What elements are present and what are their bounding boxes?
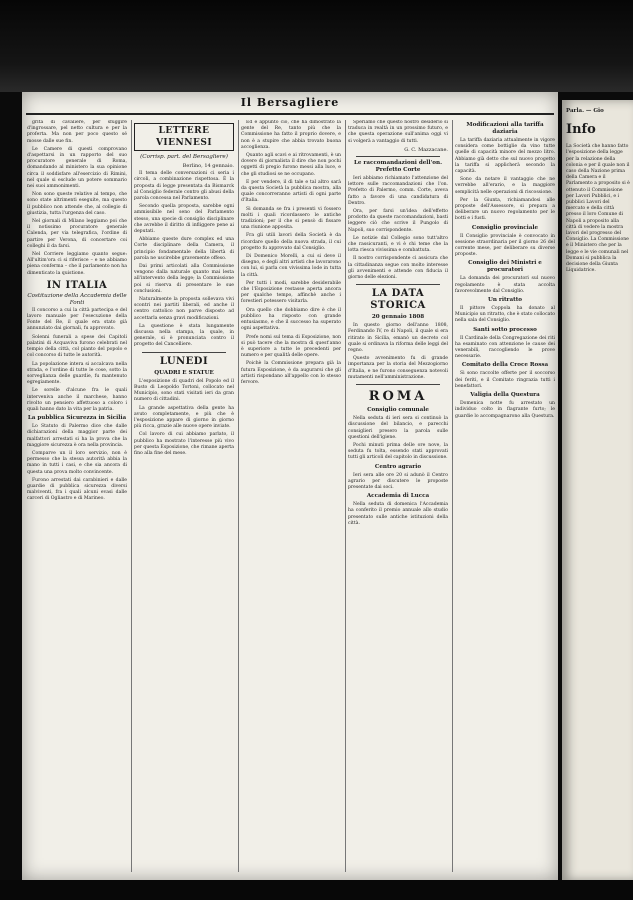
article-heading: Un ritratto — [487, 297, 523, 304]
column-3 — [241, 120, 341, 872]
article-heading: Consiglio comunale — [367, 407, 429, 414]
article-byline: G. C. Mazzacane. — [404, 146, 448, 153]
article-heading: Comitato della Croce Rossa — [461, 362, 549, 369]
article-paragraph: L'esposizione di quadri del Popolo ed il Busto di Leopoldo Tortoni, collocato nel Municipio, sono stati visitati ieri da gran numero di cittadini. — [134, 378, 234, 403]
article-heading: Modificazioni alla tariffa daziaria — [466, 122, 544, 135]
column-1 — [27, 120, 127, 872]
article-paragraph: La domanda dei procuratori sul nuovo regolamento è stata accolta favorevolmente dal Consiglio. — [455, 276, 555, 294]
column-divider — [345, 120, 346, 872]
article-paragraph: Ieri sera alle ore 20 si adunò il Centro agrario per discutere le proposte presentate dai soci. — [348, 472, 448, 490]
article-heading: Santi sotto processo — [473, 326, 537, 333]
section-rule — [356, 284, 440, 285]
article-heading: QUADRI E STATUE — [154, 369, 214, 376]
article-paragraph: Ieri abbiamo richiamato l'attenzione del lettore sulle raccomandazioni che l'on. Prefetto di Palermo, comm. Corte, aveva fatto a favore di una candidatura di Dentro. — [348, 176, 448, 206]
page-masthead: Il Bersagliere — [240, 96, 340, 109]
article-paragraph: Per la Giunta, richiamandosi alle proposte dell'Assessore, si prepara a deliberare un nuovo regolamento per le botti e i fusti. — [455, 197, 555, 222]
article-paragraph: La tariffa daziaria attualmente in vigore considera come bottiglie da vino tutte quelle di capacità minore del mezzo litro. Abbiamo già detto che sul nuovo progetto la tariffa si applicherà secondo la capacità. — [455, 138, 555, 175]
article-heading: Consiglio dei Ministri e procuratori — [468, 260, 542, 274]
article-paragraph: Nella seduta di ieri sera si continuò la discussione del bilancio, e parecchi consiglieri presero la parola sulle questioni dell'igiene. — [348, 416, 448, 440]
article-heading: LA DATA STORICA — [370, 288, 426, 312]
article-paragraph: Il tema delle conversazioni ci seria i circoli, a combinazione rispettosa. È la proposta di legge presentata da Bismarck al Consiglio federale contro gli abusi della parola concessa nel Parlamento. — [134, 171, 234, 202]
article-paragraph: Sono da notare il vantaggio che ne verrebbe all'erario, e la maggiore semplicità nelle operazioni di riscossione. — [455, 177, 555, 195]
section-rule — [356, 156, 440, 157]
article-heading: La pubblica Sicurezza in Sicilia — [27, 415, 127, 422]
article-paragraph: Non sono queste relative al tempo, che sono state altrimenti eseguite, ma questo il pubblico non attende che, al collegio di giustizia, tutta l'urgenza del caso. — [27, 192, 127, 216]
article-paragraph: Si domanda se fra i presenti vi fossero molti i quali ricordassero le antiche tradizioni; per il che si pensò di fissare una riunione apposita. — [241, 206, 341, 231]
article-heading: Le raccomandazioni dell'on. Prefetto Corte — [353, 160, 443, 174]
article-heading: Consiglio provinciale — [471, 224, 539, 231]
column-divider — [131, 120, 132, 872]
article-heading: LUNEDI — [159, 355, 209, 367]
article-paragraph: Di Domenico Morelli, a cui si deve il disegno, e degli altri artisti che lavorarono con lui, si parla con vivissima lode in tutta la città. — [241, 254, 341, 278]
article-paragraph: Le sorelle d'alcune fra le quali interveniva anche il marchese, hanno rivolto un pensiero affettuoso a coloro i quali hanno dato la vita per la patria. — [27, 388, 127, 412]
article-paragraph: In questo giorno dell'anno 1808, Ferdinando IV, re di Napoli, il quale si era ritirato in Sicilia, emanò un decreto col quale si ordinava la riforma delle leggi del regno. — [348, 323, 448, 354]
article-paragraph: Questo avvenimento fu di grande importanza per la storia del Mezzogiorno d'Italia, e ne furono conseguenza notevoli mutamenti nell'amministrazione. — [348, 356, 448, 380]
article-paragraph: La questione è stata lungamente discussa nella stampa, la quale, in generale, si è pronunciata contro il progetto del Cancelliere. — [134, 323, 234, 348]
article-paragraph: Abbiamo queste dure complex ed una Corte disciplinare della Camera, il principio fondamentale della libertà di parola ne uscirebbe gravemente offeso. — [134, 237, 234, 261]
column-divider — [452, 120, 453, 872]
article-paragraph: La grande aspettativa della gente ha avuto completamente, e più che è l'esposizione appare di giorno in giorno più ricca, grazie alle nuove opere inviate. — [134, 405, 234, 430]
newspaper-page — [22, 92, 558, 880]
article-paragraph: Le notizie dal Collegio sono tutt'altro che rassicuranti, e vi è chi teme che la lotta riesca vivissima e combattuta. — [348, 235, 448, 254]
section-rule — [356, 384, 440, 385]
adjacent-page-text: La Società che hanno fatto l'esposizione della legge per la relazione della colonia e per il quale non il caso della Nazione prima della Camera e il Parlamento a proposito si è ottenuto il Commissione per Lavori Pubblici, e i pubblici Lavori del mercato e della città presso il loro Comune di Napoli a proposito alla città di vedere la mostra lavori del progresso del Consiglio. La Commissione e il Ministero che per la legge e le vie comunali nel Domani si pubblica la decisione della Giunta Liquidatrice. — [566, 144, 630, 274]
article-paragraph: Comparve un il loro servizio, non è permesso che la stessa autorità abbia la mano in tutti i casi, e che sia ancora di questa una prova molto convincente. — [27, 450, 127, 475]
article-heading: LETTERE VIENNESI — [134, 123, 234, 151]
article-paragraph: Ora, per farsi un'idea dell'effetto prodotto da queste raccomandazioni, basti leggere ciò che scrive il Pungolo di Napoli, suo corrispondente. — [348, 209, 448, 233]
masthead-rule — [26, 113, 554, 115]
article-paragraph: Speriamo che questo nostro desiderio si traduca in realtà in un prossimo futuro, e che questa operazione sull'anima oggi vi si volgerà a vantaggio di tutti. — [348, 120, 448, 144]
column-4 — [348, 120, 448, 872]
adjacent-page-heading: Info — [566, 122, 596, 138]
article-paragraph: Il concorso a cui la città partecipa e del lavoro manuale per l'esecuzione della Fonte del Re, il quale era stato già annunziato dai giornali, fu approvato. — [27, 307, 127, 332]
article-heading: Accademia di Lucca — [366, 493, 430, 500]
article-paragraph: Il Consiglio provinciale è convocato in sessione straordinaria per il giorno 26 del corrente mese, per deliberare su diverse proposte. — [455, 233, 555, 258]
article-paragraph: Ed è appunto ciò, che ha dimostrato la gente del Re, tanto più che la Commissione ha fatto il proprio dovere, e non è a stupire che abbia trovato buona accoglienza. — [241, 120, 341, 150]
column-2 — [134, 120, 234, 872]
article-paragraph: Il pittore Coppola ha donato al Municipio un ritratto, che è stato collocato nella sala del Consiglio. — [455, 306, 555, 324]
article-paragraph: Nella seduta di domenica l'Accademia ha conferito il premio annuale allo studio presentato sulle antiche istituzioni della città. — [348, 502, 448, 526]
article-paragraph: Poichè la Commissione prepara già la futura Esposizione, è da augurarsi che gli artisti rispondano all'appello con lo stesso fervore. — [241, 361, 341, 385]
article-paragraph: Quanto agli scavi e ai ritrovamenti, è un dovere di giornalista il dire che non pochi oggetti di pregio furono messi alla luce, e che gli studiosi se ne occupano. — [241, 153, 341, 177]
article-paragraph: Domenica notte fu arrestato un individuo colto in flagrante furto; le guardie lo accompagnarono alla Questura. — [455, 401, 555, 419]
article-paragraph: Nel giornali di Milano leggiamo poi che il notissimo procuratore generale Calenda, per via telegrafica, l'ordine di partire per Verona, di concertare coi colleghi il da farsi. — [27, 219, 127, 249]
scan-dark-border-top — [0, 0, 633, 92]
article-paragraph: Furono arrestati dai carabinieri e dalle guardie di pubblica sicurezza diversi malviventi, fra i quali alcuni evasi dalle carceri di Ogliastro e di Marineo. — [27, 477, 127, 502]
article-paragraph: Fra gli utili lavori della Società è da ricordare quello della nuova strada, il cui progetto fu approvato dal Consiglio. — [241, 233, 341, 251]
adjacent-page-edge — [562, 100, 633, 880]
article-paragraph: Solenni funerali a spese dei Capitoli palatini di Acquaviva furono celebrati nel tempio della città, col pianto del popolo e col concorso di tutte le autorità. — [27, 334, 127, 359]
column-5 — [455, 120, 555, 872]
article-paragraph: Naturalmente la proposta sollevava vivi scontri nei partiti liberali, ed anche il centro cattolico non parve disposto ad accettarla senza gravi modificazioni. — [134, 297, 234, 321]
article-heading: Centro agrario — [374, 463, 422, 470]
article-paragraph: Dai primi articolati alla Commissione vengono dalla naturale quanto mai lesta all'intervento della legge; la Commissione poi si riserva di presentare le sue conclusioni. — [134, 264, 234, 294]
scan-dark-border-bottom — [0, 880, 633, 900]
article-heading: IN ITALIA — [46, 279, 108, 291]
article-paragraph: Il Cardinale della Congregazione dei riti ha esaminato con attenzione le cause dei venerabili, raccogliendo le prove necessarie. — [455, 335, 555, 360]
article-heading: (Corrisp. part. del Bersagliere) — [140, 154, 228, 160]
adjacent-page-header: Parla. — Gio — [566, 108, 604, 114]
article-paragraph: grità di cavaliere, per sfuggire d'ingrossare, pel netto cultura e per la proferta. Ma non per poco questo sé mosse dalle sue fin. — [27, 120, 127, 144]
adjacent-page-column — [566, 108, 630, 275]
article-paragraph: Pochi minuti prima delle ore nove, la seduta fu tolta, essendo stati approvati tutti gli articoli del capitolo in discussione. — [348, 442, 448, 461]
article-paragraph: Per tutti i modi, sarebbe desiderabile che l'Esposizione restasse aperta ancora per qualche tempo, affinchè anche i forestieri potessero visitarla. — [241, 280, 341, 305]
article-paragraph: La popolazione intera si accalcava nella strada, e l'ordine di tutte le cose, sotto la sorveglianza delle guardie, fu mantenuto egregiamente. — [27, 361, 127, 386]
article-heading: 20 gennaio 1808 — [371, 314, 425, 321]
article-paragraph: Secondo quella proposta, sarebbe ogni ammissibile nel seno del Parlamento stesso, una specie di consiglio disciplinare che avrebbe il diritto di infliggere pene ai deputati. — [134, 204, 234, 235]
article-byline: Berlino, 14 gennaio. — [182, 163, 234, 169]
article-paragraph: Prefe nomi sul tema di Esposizione, non si può tacere che la mostra di quest'anno è superiore a tutte le precedenti per numero e per qualità delle opere. — [241, 334, 341, 359]
article-heading: ROMA — [368, 389, 428, 405]
article-paragraph: Col lavoro di cui abbiamo parlato, il pubblico ha mostrato l'interesse più vivo per questa Esposizione, che rimane aperta fino alla fine del mese. — [134, 432, 234, 456]
article-paragraph: E per vendere, il dì tale e tal altro sarà da questa Società la pubblica mostra, alla quale concorreranno artisti di ogni parte d'Italia. — [241, 179, 341, 204]
section-rule — [142, 352, 226, 353]
article-paragraph: Ora quello che dobbiamo dire è che il pubblico ha risposto con grande entusiasmo, e che il successo ha superato ogni aspettativa. — [241, 307, 341, 332]
article-paragraph: Il nostro corrispondente ci assicura che la cittadinanza segue con molto interesse gli avvenimenti e attende con fiducia il giorno delle elezioni. — [348, 256, 448, 281]
column-divider — [238, 120, 239, 872]
article-heading: Costituzione della Accademia delle Fonti — [27, 292, 127, 306]
article-heading: Valigia della Questura — [470, 392, 540, 399]
article-paragraph: Si sono raccolte offerte per il soccorso dei feriti, e il Comitato ringrazia tutti i benefattori. — [455, 371, 555, 389]
article-paragraph: Nel Corriere leggiamo quanto segue: All'ultim'ora ci si riferisce – e ne abbiamo piena conferma – che il parlamento non ha dimenticato la quistione. — [27, 252, 127, 276]
article-paragraph: Le Camere di questi comprovano d'aspettarsi in un rapporto del suo procuratore generale di Roma, domandando al ministero la sua opinione circa il soddisfare all'esercizio di Rimini, nel quale si esclude un potere sommario nei suoi ammonimenti. — [27, 146, 127, 190]
article-paragraph: Lo Statuto di Palermo dice che dalle dichiarazioni della maggior parte dei malfattori arrestati si ha la prova che la maggiore sicurezza è ora nella provincia. — [27, 424, 127, 448]
